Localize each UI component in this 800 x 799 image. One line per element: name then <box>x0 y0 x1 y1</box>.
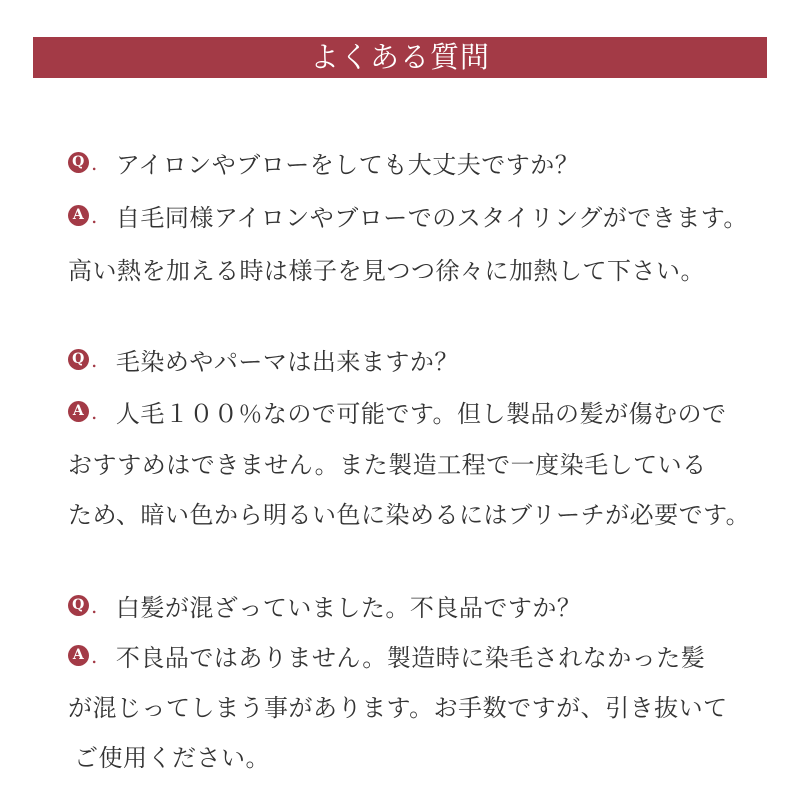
answer-line <box>68 635 705 675</box>
answer-text: 自毛同様アイロンやブローでのスタイリングができます。 <box>115 203 748 232</box>
faq-header-bar <box>33 37 767 78</box>
answer-text: おすすめはできません。また製造工程で一度染毛している <box>68 450 707 479</box>
q-marker-icon: Q . <box>68 595 98 616</box>
answer-text: 不良品ではありません。製造時に染毛されなかった髪 <box>115 643 706 672</box>
question-text: アイロンやブローをしても大丈夫ですか？ <box>115 150 580 179</box>
question-line <box>68 585 581 625</box>
q-marker-icon: Q . <box>68 152 98 173</box>
question-line <box>68 339 459 379</box>
question-line <box>68 142 579 182</box>
answer-text: が混じってしまう事があります。お手数ですが、引き抜いて <box>68 693 728 722</box>
a-marker-icon: A . <box>68 205 98 226</box>
answer-text: 人毛１００％なので可能です。但し製品の髪が傷むので <box>115 399 727 428</box>
question-text: 毛染めやパーマは出来ますか？ <box>115 347 459 376</box>
answer-text: ご使用ください。 <box>74 743 270 772</box>
answer-line <box>68 195 748 235</box>
answer-text: ため、暗い色から明るい色に染めるにはブリーチが必要です。 <box>68 500 751 529</box>
answer-line <box>68 391 726 431</box>
a-marker-icon: A . <box>68 401 98 422</box>
answer-text: 高い熱を加える時は様子を見つつ徐々に加熱して下さい。 <box>68 256 705 285</box>
question-text: 白髪が混ざっていました。不良品ですか？ <box>115 593 582 622</box>
q-marker-icon: Q . <box>68 349 98 370</box>
page-title: よくある質問 <box>309 40 490 74</box>
a-marker-icon: A . <box>68 645 98 666</box>
